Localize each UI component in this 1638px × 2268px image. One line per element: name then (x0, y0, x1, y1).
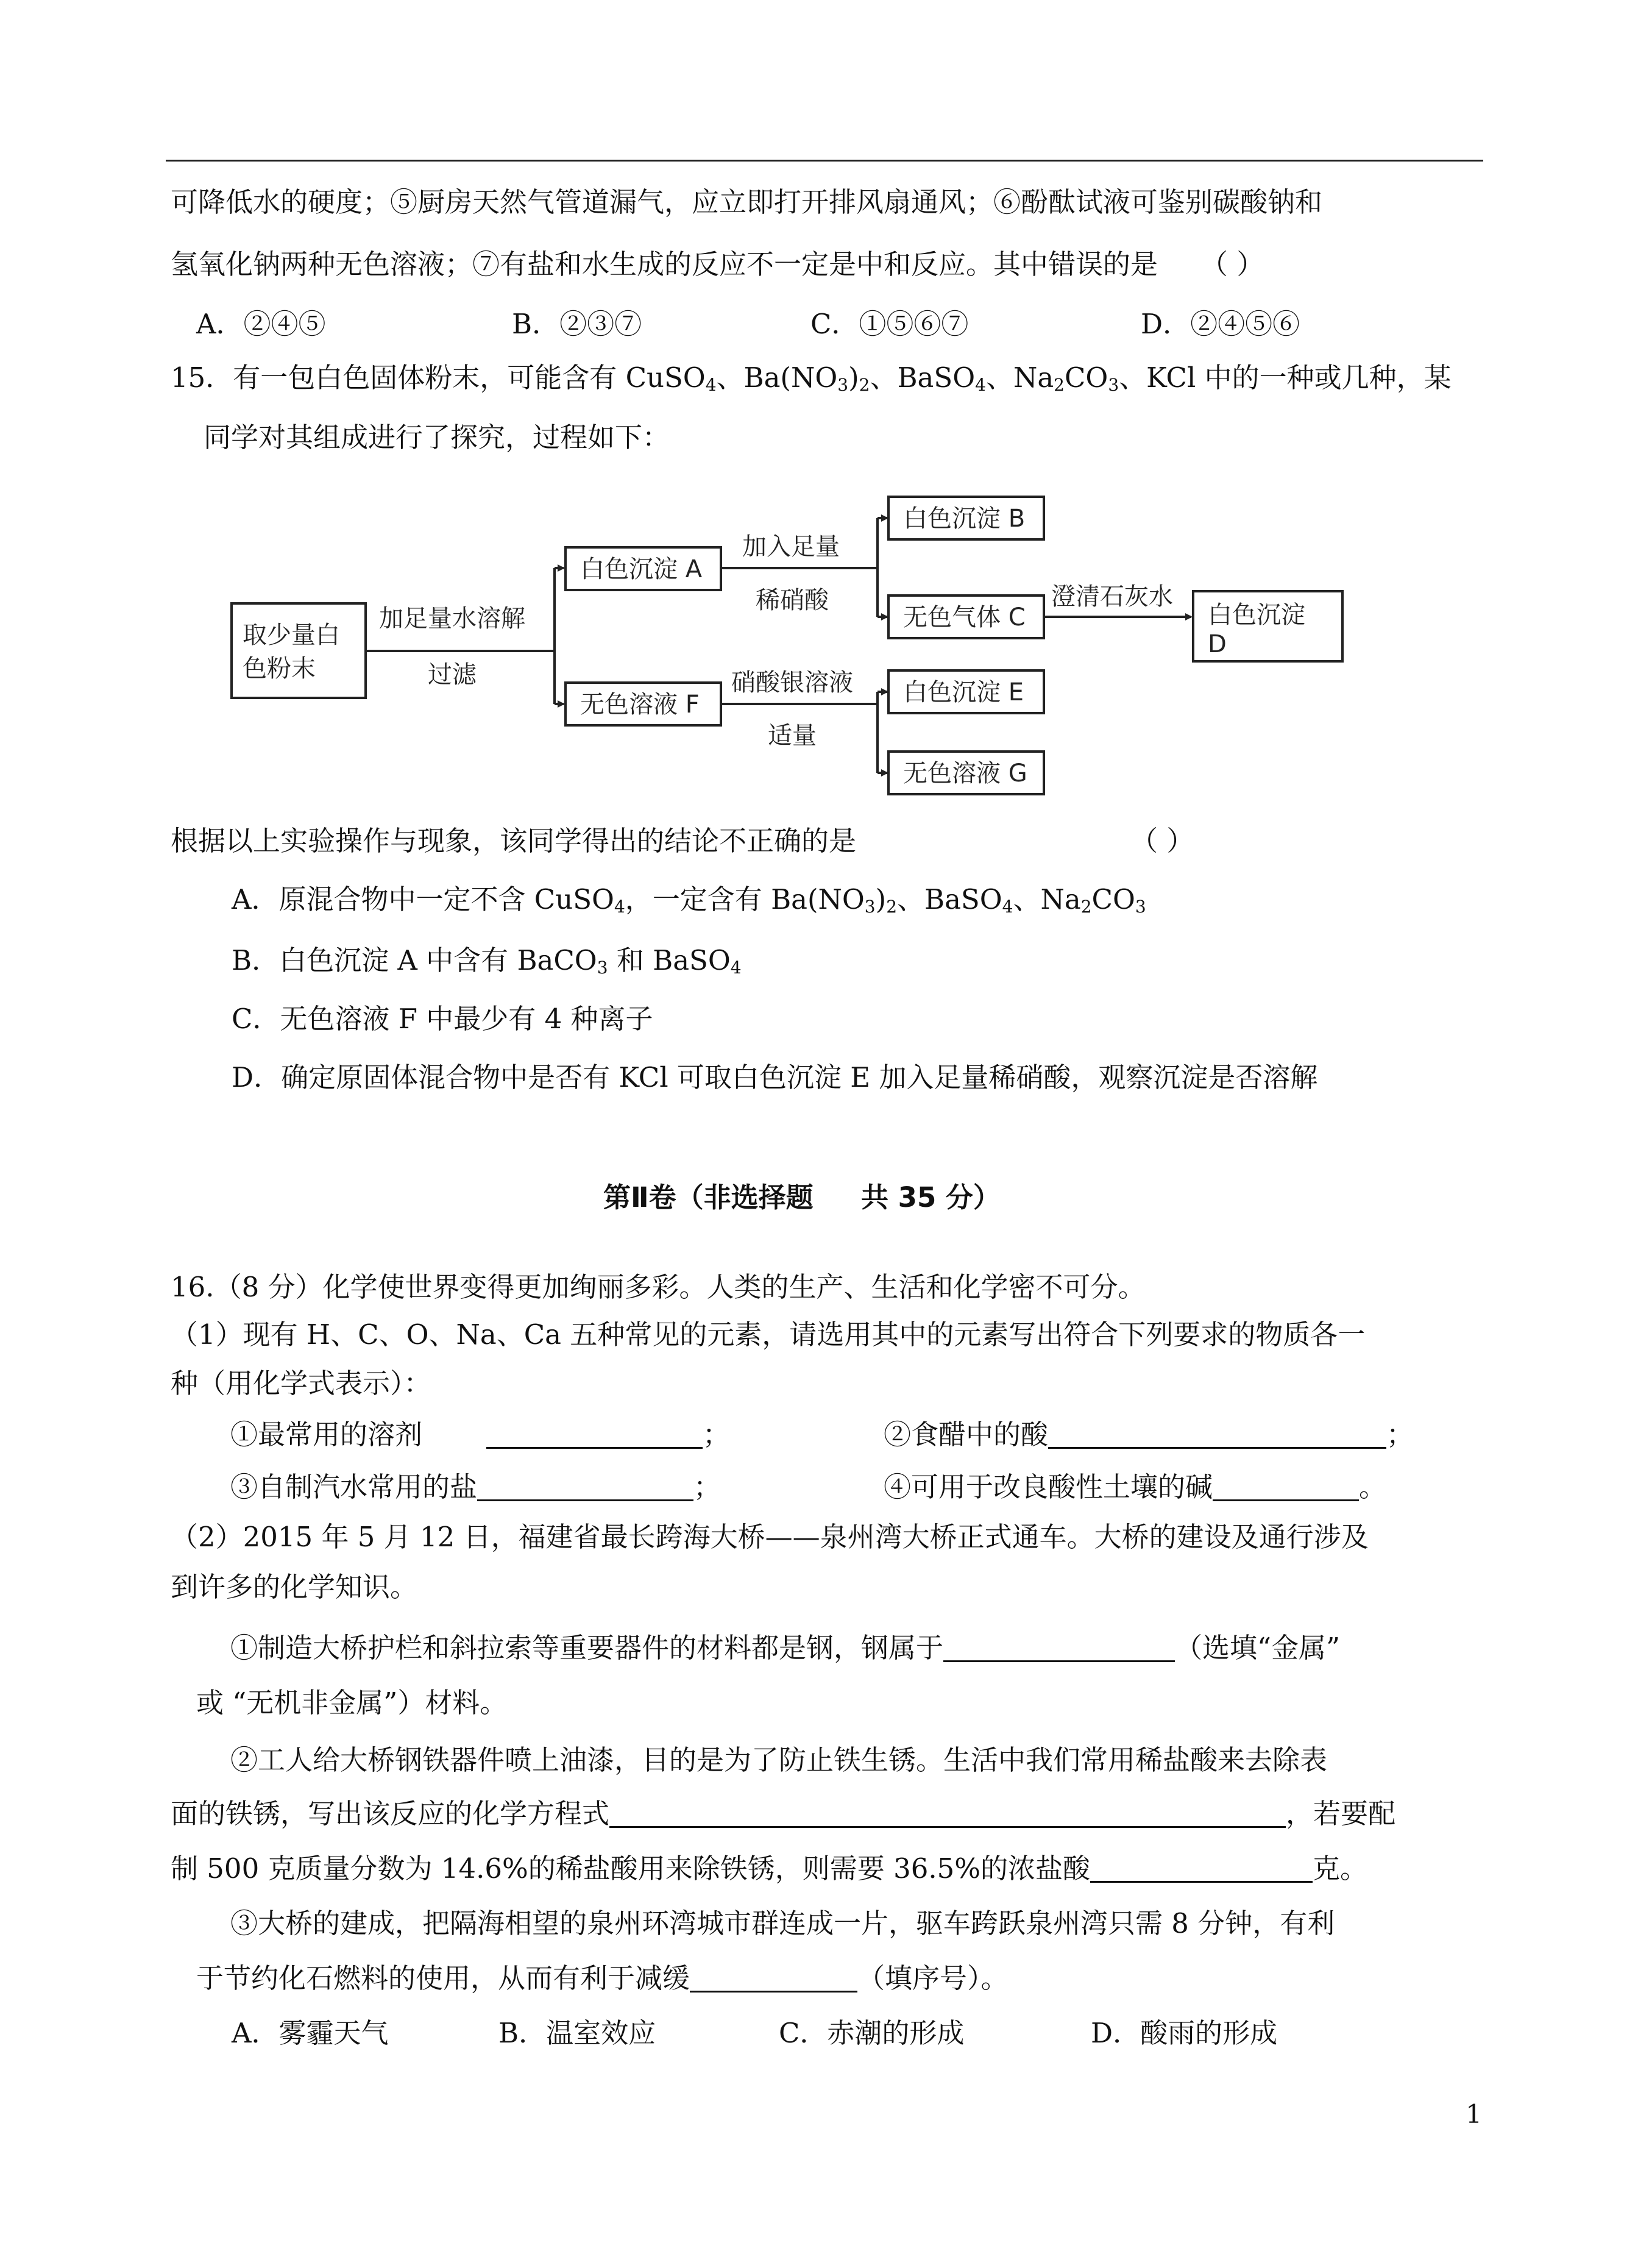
q14-text-line-2: 氢氧化钠两种无色溶液；⑦有盐和水生成的反应不一定是中和反应。其中错误的是 （ ） (171, 248, 1264, 280)
answer-blank-3[interactable] (477, 1473, 693, 1501)
q16-sub2-line-2: 面的铁锈，写出该反应的化学方程式 ，若要配 (171, 1797, 1396, 1830)
q14-option-a: A．②④⑤ (196, 308, 326, 340)
flow-step3-bottom: 适量 (768, 722, 817, 750)
q16-item-2: ②食醋中的酸 ； (884, 1418, 1414, 1451)
q16-item-4: ④可用于改良酸性土壤的碱 。 (884, 1471, 1387, 1503)
page-number: 1 (1466, 2099, 1482, 2129)
flow-step2-bottom: 稀硝酸 (756, 586, 829, 614)
flow-start-label-1: 取少量白 (243, 621, 340, 649)
q16-stem: 16.（8 分）化学使世界变得更加绚丽多彩。人类的生产、生活和化学密不可分。 (171, 1271, 1146, 1303)
flow-box-d-label-1: 白色沉淀 (1208, 601, 1305, 629)
flow-step1-bottom: 过滤 (428, 661, 477, 689)
flow-box-c-label: 无色气体 C (903, 603, 1026, 631)
q16-option-a: A．雾霾天气 (232, 2017, 389, 2049)
q16-sub1-line-2: 或 “无机非金属”）材料。 (196, 1687, 508, 1719)
answer-blank-7[interactable] (1090, 1854, 1313, 1883)
flow-box-d-label-2: D (1208, 630, 1227, 658)
q16-part2-line-2: 到许多的化学知识。 (171, 1571, 418, 1603)
q15-option-a: A．原混合物中一定不含 CuSO$_4$，一定含有 $Ba(NO_3)_2$、BaSO$_4$、$Na_2CO_3$ (232, 883, 1146, 917)
q15-question: 根据以上实验操作与现象，该同学得出的结论不正确的是 （ ） (171, 825, 1194, 857)
flow-start-label-2: 色粉末 (243, 655, 316, 683)
q15-stem-line-2: 同学对其组成进行了探究，过程如下： (204, 421, 670, 453)
answer-blank-4[interactable] (1213, 1473, 1359, 1501)
flow-step3-top: 硝酸银溶液 (731, 669, 853, 697)
answer-blank-2[interactable] (1048, 1420, 1386, 1449)
flow-box-b-label: 白色沉淀 B (903, 505, 1026, 533)
flow-step4-top: 澄清石灰水 (1051, 583, 1173, 611)
section-title: 第Ⅱ卷（非选择题 共 35 分） (603, 1181, 1001, 1214)
answer-blank-8[interactable] (690, 1964, 857, 1992)
q16-option-d: D．酸雨的形成 (1091, 2017, 1278, 2049)
q16-item-3: ③自制汽水常用的盐 ； (230, 1471, 722, 1503)
q16-sub3-line-2: 于节约化石燃料的使用，从而有利于减缓 （填序号）。 (196, 1962, 1009, 1994)
answer-blank-1[interactable] (486, 1420, 703, 1449)
q16-part2-line-1: （2）2015 年 5 月 12 日，福建省最长跨海大桥——泉州湾大桥正式通车。大桥的建设及通行涉及 (171, 1521, 1369, 1553)
q16-sub3-line-1: ③大桥的建成，把隔海相望的泉州环湾城市群连成一片，驱车跨跃泉州湾只需 8 分钟，有利 (230, 1907, 1335, 1939)
answer-blank-5[interactable] (943, 1633, 1175, 1662)
flow-box-start (232, 603, 366, 698)
q14-option-b: B．②③⑦ (512, 308, 642, 340)
q16-option-b: B．温室效应 (498, 2017, 656, 2049)
flow-step2-top: 加入足量 (742, 533, 840, 561)
flow-box-a-label: 白色沉淀 A (580, 555, 703, 583)
flow-box-f-label: 无色溶液 F (580, 691, 700, 719)
q15-stem-line-1: 15．有一包白色固体粉末，可能含有 CuSO$_4$、$Ba(NO_3)_2$、BaSO$_4$、$Na_2CO_3$、KCl 中的一种或几种，某 (171, 361, 1452, 395)
q14-option-c: C．①⑤⑥⑦ (810, 308, 969, 340)
q15-option-b: B．白色沉淀 A 中含有 BaCO$_3$ 和 BaSO$_4$ (232, 944, 742, 978)
q15-option-d: D．确定原固体混合物中是否有 KCl 可取白色沉淀 E 加入足量稀硝酸，观察沉淀是否溶解 (232, 1061, 1318, 1093)
q15-option-c: C．无色溶液 F 中最少有 4 种离子 (232, 1003, 653, 1035)
q16-item-1: ①最常用的溶剂 ； (230, 1418, 731, 1451)
experiment-flowchart (219, 488, 1377, 805)
q16-sub2-line-3: 制 500 克质量分数为 14.6%的稀盐酸用来除铁锈，则需要 36.5%的浓盐酸 克。 (171, 1852, 1368, 1885)
q14-option-d: D．②④⑤⑥ (1141, 308, 1300, 340)
q16-part1-line-1: （1）现有 H、C、O、Na、Ca 五种常见的元素，请选用其中的元素写出符合下列要求的物质各一 (171, 1318, 1366, 1351)
q16-sub1-line-1: ①制造大桥护栏和斜拉索等重要器件的材料都是钢，钢属于 （选填“金属” (230, 1632, 1341, 1664)
answer-blank-6[interactable] (609, 1799, 1286, 1828)
flow-step1-top: 加足量水溶解 (379, 605, 525, 633)
q16-sub2-line-1: ②工人给大桥钢铁器件喷上油漆，目的是为了防止铁生锈。生活中我们常用稀盐酸来去除表 (230, 1744, 1328, 1776)
q16-option-c: C．赤潮的形成 (779, 2017, 965, 2049)
q16-part1-line-2: 种（用化学式表示）： (171, 1367, 431, 1399)
header-rule (166, 160, 1483, 162)
q14-text-line-1: 可降低水的硬度；⑤厨房天然气管道漏气，应立即打开排风扇通风；⑥酚酞试液可鉴别碳酸钠和 (171, 186, 1323, 218)
flow-box-e-label: 白色沉淀 E (903, 678, 1024, 706)
flow-box-g-label: 无色溶液 G (903, 759, 1027, 787)
